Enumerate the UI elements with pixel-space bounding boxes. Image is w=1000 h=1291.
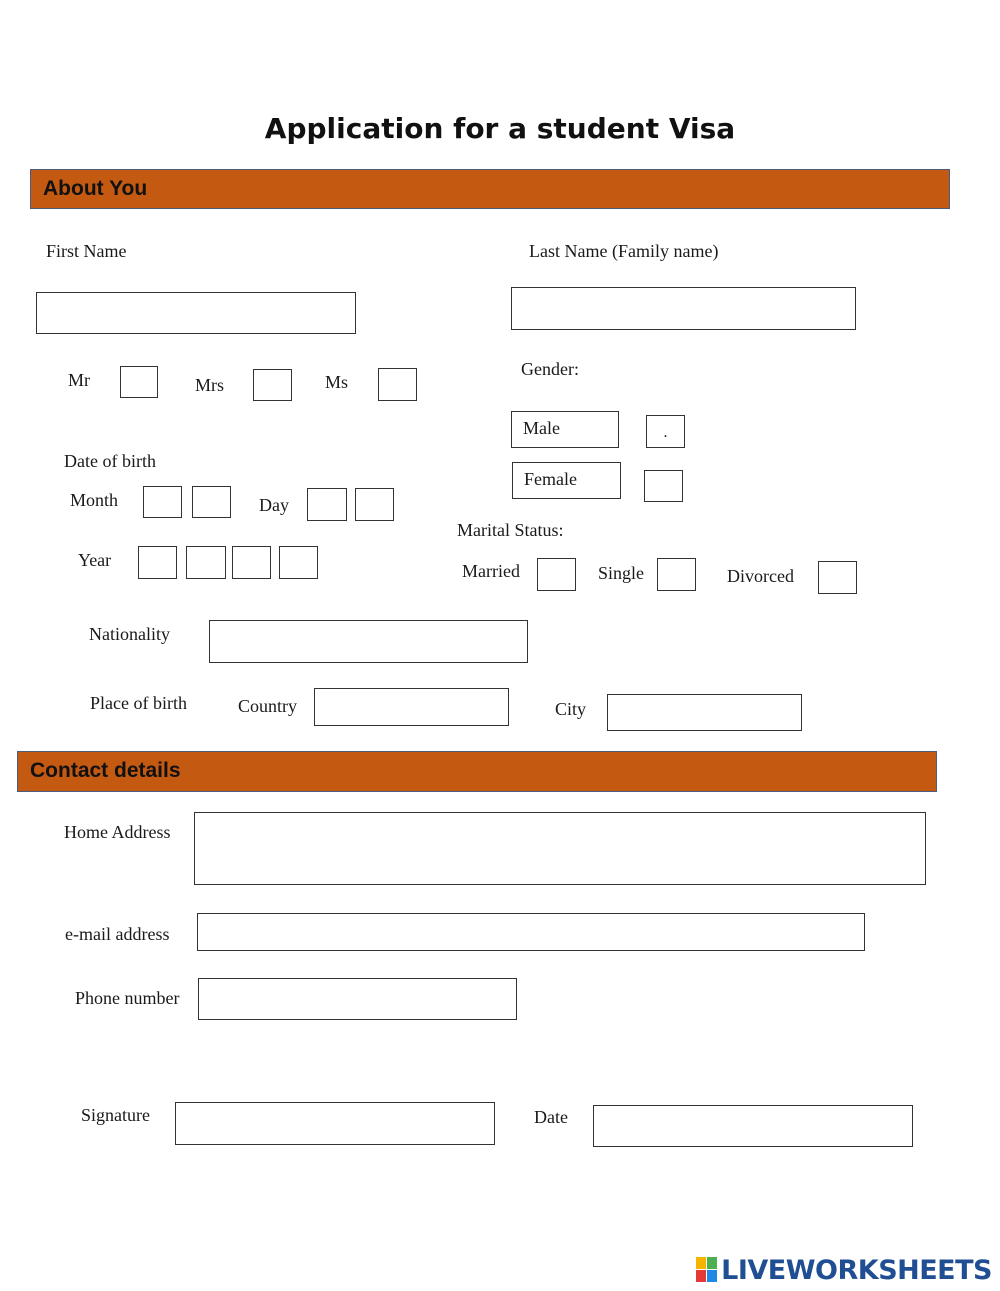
date-label: Date	[534, 1107, 568, 1127]
email-field[interactable]	[197, 913, 865, 951]
single-label: Single	[598, 563, 645, 583]
email-label: e-mail address	[65, 924, 170, 944]
mrs-label: Mrs	[195, 375, 225, 395]
section-header-about-you: About You	[30, 169, 950, 209]
day-label: Day	[259, 495, 289, 515]
month-digit-1[interactable]	[143, 486, 182, 518]
month-label: Month	[70, 490, 119, 510]
gender-label: Gender:	[521, 359, 579, 379]
female-checkbox[interactable]	[644, 470, 683, 502]
city-field[interactable]	[607, 694, 802, 731]
ms-checkbox[interactable]	[378, 368, 417, 401]
phone-field[interactable]	[198, 978, 517, 1020]
home-address-field[interactable]	[194, 812, 926, 885]
female-option: Female	[512, 462, 621, 499]
male-option: Male	[511, 411, 619, 448]
year-digit-3[interactable]	[232, 546, 271, 579]
page-title: Application for a student Visa	[264, 112, 736, 145]
male-checkbox[interactable]: .	[646, 415, 685, 448]
liveworksheets-logo-icon	[696, 1257, 718, 1283]
dob-label: Date of birth	[64, 451, 156, 471]
marital-status-label: Marital Status:	[457, 520, 564, 540]
mr-label: Mr	[68, 370, 90, 390]
single-checkbox[interactable]	[657, 558, 696, 591]
date-field[interactable]	[593, 1105, 913, 1147]
home-address-label: Home Address	[64, 822, 171, 842]
liveworksheets-logo	[696, 1254, 992, 1286]
phone-label: Phone number	[75, 988, 180, 1008]
nationality-field[interactable]	[209, 620, 528, 663]
country-field[interactable]	[314, 688, 509, 726]
nationality-label: Nationality	[89, 624, 170, 644]
year-digit-2[interactable]	[186, 546, 226, 579]
city-label: City	[555, 699, 587, 719]
divorced-label: Divorced	[727, 566, 794, 586]
day-digit-2[interactable]	[355, 488, 394, 521]
signature-field[interactable]	[175, 1102, 495, 1145]
married-checkbox[interactable]	[537, 558, 576, 591]
divorced-checkbox[interactable]	[818, 561, 857, 594]
country-label: Country	[238, 696, 298, 716]
mr-checkbox[interactable]	[120, 366, 158, 398]
last-name-field[interactable]	[511, 287, 856, 330]
month-digit-2[interactable]	[192, 486, 231, 518]
year-digit-1[interactable]	[138, 546, 177, 579]
first-name-field[interactable]	[36, 292, 356, 334]
day-digit-1[interactable]	[307, 488, 347, 521]
liveworksheets-logo-text: LIVEWORKSHEETS	[721, 1254, 992, 1286]
year-digit-4[interactable]	[279, 546, 318, 579]
year-label: Year	[78, 550, 112, 570]
mrs-checkbox[interactable]	[253, 369, 292, 401]
section-header-contact-details: Contact details	[17, 751, 937, 792]
signature-label: Signature	[81, 1105, 150, 1125]
ms-label: Ms	[325, 372, 349, 392]
married-label: Married	[462, 561, 520, 581]
place-of-birth-label: Place of birth	[90, 693, 187, 713]
last-name-label: Last Name (Family name)	[529, 241, 719, 261]
first-name-label: First Name	[46, 241, 127, 261]
